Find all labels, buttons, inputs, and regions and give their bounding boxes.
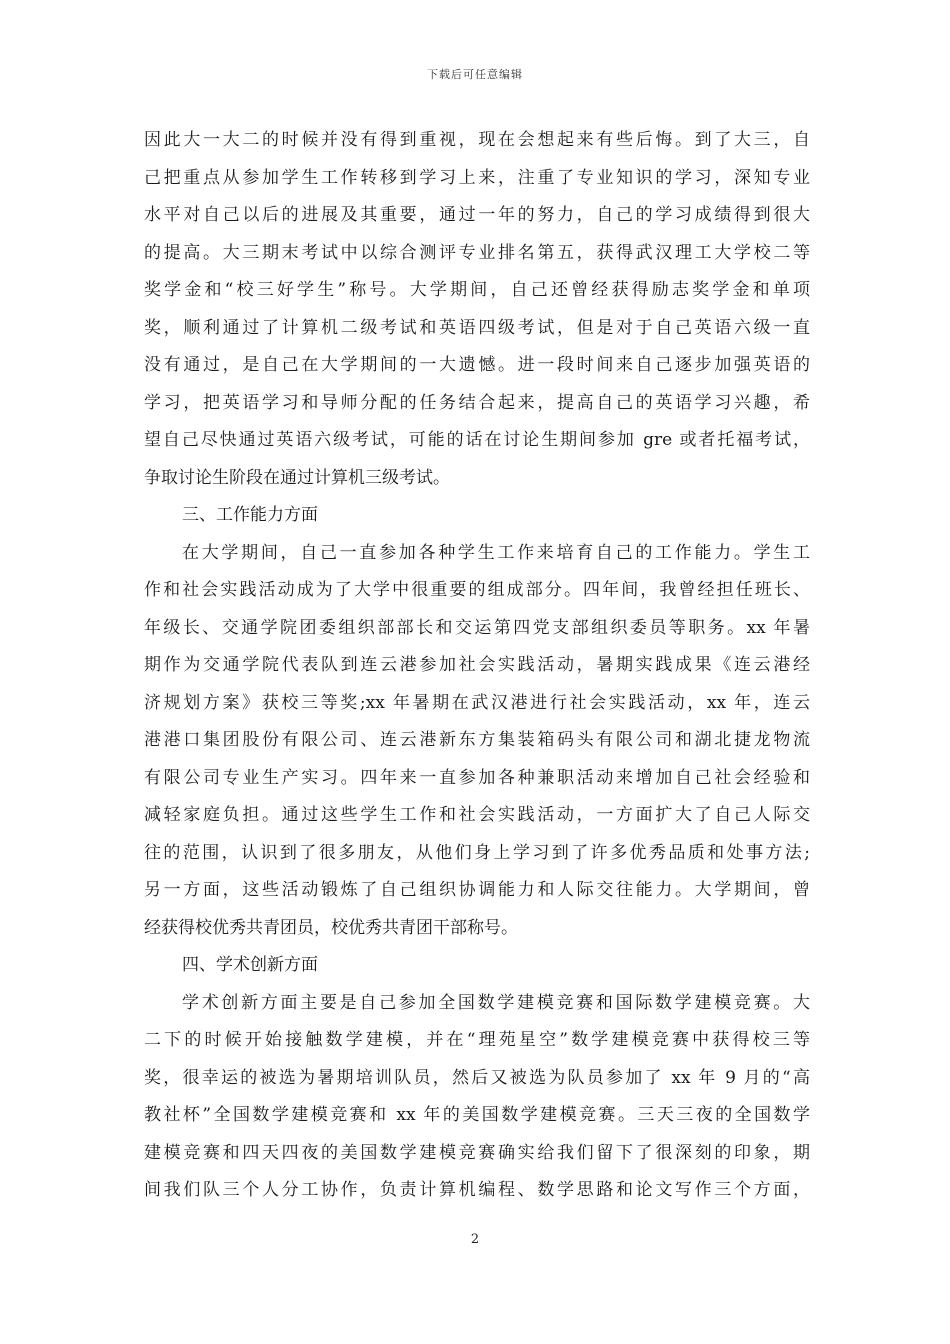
body-line: 奖，顺利通过了计算机二级考试和英语四级考试，但是对于自己英语六级一直: [144, 317, 810, 338]
body-line: 学术创新方面主要是自己参加全国数学建模竞赛和国际数学建模竞赛。大: [182, 992, 810, 1013]
body-line: 在大学期间，自己一直参加各种学生工作来培育自己的工作能力。学生工: [182, 542, 810, 563]
page-number: 2: [470, 1232, 480, 1247]
body-line: 期作为交通学院代表队到连云港参加社会实践活动，暑期实践成果《连云港经: [144, 655, 810, 675]
body-line: 学习，把英语学习和导师分配的任务结合起来，提高自己的英语学习兴趣，希: [144, 392, 810, 413]
body-line: 年级长、交通学院团委组织部部长和交运第四党支部组织委员等职务。xx 年暑: [144, 617, 810, 638]
body-line: 的提高。大三期末考试中以综合测评专业排名第五，获得武汉理工大学校二等: [144, 242, 810, 263]
body-line: 间我们队三个人分工协作，负责计算机编程、数学思路和论文写作三个方面，: [144, 1180, 810, 1200]
body-line: 因此大一大二的时候并没有得到重视，现在会想起来有些后悔。到了大三，自: [144, 130, 810, 150]
page-header: 下载后可任意编辑: [427, 68, 523, 81]
body-line: 作和社会实践活动成为了大学中很重要的组成部分。四年间，我曾经担任班长、: [144, 580, 810, 600]
body-line: 教社杯”全国数学建模竞赛和 xx 年的美国数学建模竞赛。三天三夜的全国数学: [144, 1105, 810, 1125]
body-line: 减轻家庭负担。通过这些学生工作和社会实践活动，一方面扩大了自己人际交: [144, 805, 810, 825]
document-body: [144, 122, 810, 1210]
body-line: 经获得校优秀共青团员，校优秀共青团干部称号。: [144, 917, 518, 938]
body-line: 港港口集团股份有限公司、连云港新东方集装箱码头有限公司和湖北捷龙物流: [144, 730, 810, 750]
body-line: 建模竞赛和四天四夜的美国数学建模竞赛确实给我们留下了很深刻的印象，期: [144, 1142, 810, 1163]
body-line: 己把重点从参加学生工作转移到学习上来，注重了专业知识的学习，深知专业: [144, 167, 810, 188]
section-heading: 三、工作能力方面: [182, 505, 318, 525]
body-line: 二下的时候开始接触数学建模，并在“理苑星空”数学建模竞赛中获得校三等: [144, 1030, 810, 1050]
body-line: 奖，很幸运的被选为暑期培训队员，然后又被选为队员参加了 xx 年 9 月的“高: [144, 1067, 810, 1088]
body-line: 争取讨论生阶段在通过计算机三级考试。: [144, 467, 450, 488]
body-line: 另一方面，这些活动锻炼了自己组织协调能力和人际交往能力。大学期间，曾: [144, 880, 810, 900]
body-line: 望自己尽快通过英语六级考试，可能的话在讨论生期间参加 gre 或者托福考试，: [144, 430, 810, 450]
section-heading: 四、学术创新方面: [182, 955, 318, 975]
body-line: 奖学金和“校三好学生”称号。大学期间，自己还曾经获得励志奖学金和单项: [144, 280, 810, 300]
body-line: 水平对自己以后的进展及其重要，通过一年的努力，自己的学习成绩得到很大: [144, 205, 810, 225]
body-line: 有限公司专业生产实习。四年来一直参加各种兼职活动来增加自己社会经验和: [144, 767, 810, 788]
body-line: 往的范围，认识到了很多朋友，从他们身上学习到了许多优秀品质和处事方法;: [144, 842, 810, 863]
body-line: 没有通过，是自己在大学期间的一大遗憾。进一段时间来自己逐步加强英语的: [144, 355, 810, 375]
body-line: 济规划方案》获校三等奖;xx 年暑期在武汉港进行社会实践活动，xx 年，连云: [144, 692, 810, 713]
